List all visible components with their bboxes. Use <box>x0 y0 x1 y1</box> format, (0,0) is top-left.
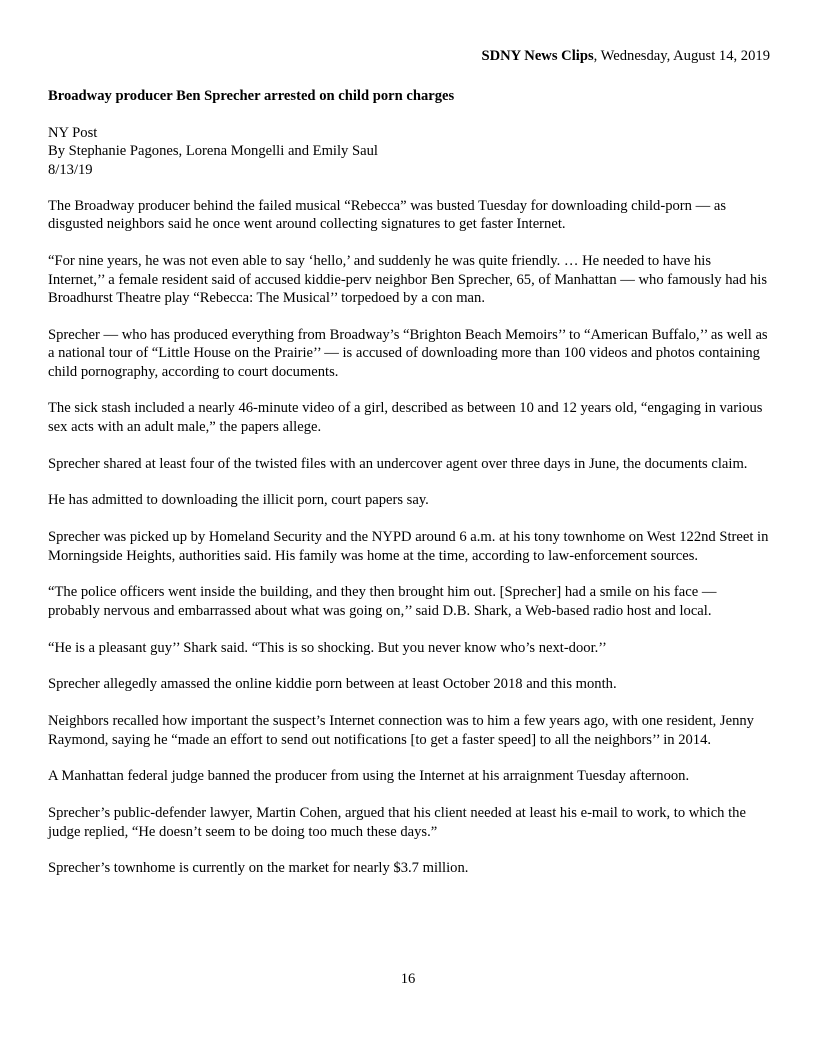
document-page <box>48 47 770 896</box>
page-header <box>48 47 770 65</box>
article-paragraph: Sprecher’s public-defender lawyer, Martin Cohen, argued that his client needed at least his e-mail to work, to which the judge replied, “He doesn’t seem to be doing too much these days.” <box>48 805 746 840</box>
article-paragraph: Sprecher was picked up by Homeland Security and the NYPD around 6 a.m. at his tony townhome on West 122nd Street in Morningside Heights, authorities said. His family was home at the time, according to law-enforcement sources. <box>48 529 769 564</box>
article-paragraph: Sprecher — who has produced everything from Broadway’s “Brighton Beach Memoirs’’ to “American Buffalo,’’ as well as a national tour of “Little House on the Prairie’’ — is accused of downloading more than 100 videos and photos containing child pornography, according to court documents. <box>48 326 768 380</box>
article-meta <box>48 124 770 179</box>
article-byline: By Stephanie Pagones, Lorena Mongelli and Emily Saul <box>48 143 378 160</box>
article-paragraph: He has admitted to downloading the illicit porn, court papers say. <box>48 492 429 509</box>
article-source: NY Post <box>48 124 98 141</box>
page-number: 16 <box>400 971 416 987</box>
article-paragraph: The sick stash included a nearly 46-minute video of a girl, described as between 10 and 12 years old, “engaging in various sex acts with an adult male,” the papers allege. <box>48 400 763 435</box>
article-paragraph: “For nine years, he was not even able to say ‘hello,’ and suddenly he was quite friendly. … He needed to have his Internet,’’ a female resident said of accused kiddie-perv neighbor Ben Sprecher, 65, of Manhattan — who famously had his Broadhurst Theatre play “Rebecca: The Musical’’ torpedoed by a con man. <box>48 253 767 307</box>
header-date: , Wednesday, August 14, 2019 <box>593 48 770 64</box>
article-paragraph: Sprecher’s townhome is currently on the market for nearly $3.7 million. <box>48 860 469 877</box>
article-paragraph: Neighbors recalled how important the suspect’s Internet connection was to him a few years ago, with one resident, Jenny Raymond, saying he “made an effort to send out notifications [to get a faster speed] to all the neighbors’’ in 2014. <box>48 713 754 748</box>
article-paragraph: A Manhattan federal judge banned the producer from using the Internet at his arraignment Tuesday afternoon. <box>48 768 690 785</box>
article-date: 8/13/19 <box>48 161 93 178</box>
article-paragraph: “He is a pleasant guy’’ Shark said. “This is so shocking. But you never know who’s next-door.’’ <box>48 639 607 656</box>
article-paragraph: The Broadway producer behind the failed musical “Rebecca” was busted Tuesday for downloading child-porn — as disgusted neighbors said he once went around collecting signatures to get faster Internet. <box>48 198 727 233</box>
article-paragraph: “The police officers went inside the building, and they then brought him out. [Sprecher] had a smile on his face — probably nervous and embarrassed about what was going on,’’ said D.B. Shark, a Web-based radio host and local. <box>48 584 717 619</box>
article-paragraph: Sprecher shared at least four of the twisted files with an undercover agent over three days in June, the documents claim. <box>48 455 748 472</box>
publication-name: SDNY News Clips <box>481 48 594 64</box>
article-body <box>48 197 770 878</box>
article-paragraph: Sprecher allegedly amassed the online kiddie porn between at least October 2018 and this month. <box>48 676 617 693</box>
article-headline: Broadway producer Ben Sprecher arrested on child porn charges <box>48 88 455 105</box>
